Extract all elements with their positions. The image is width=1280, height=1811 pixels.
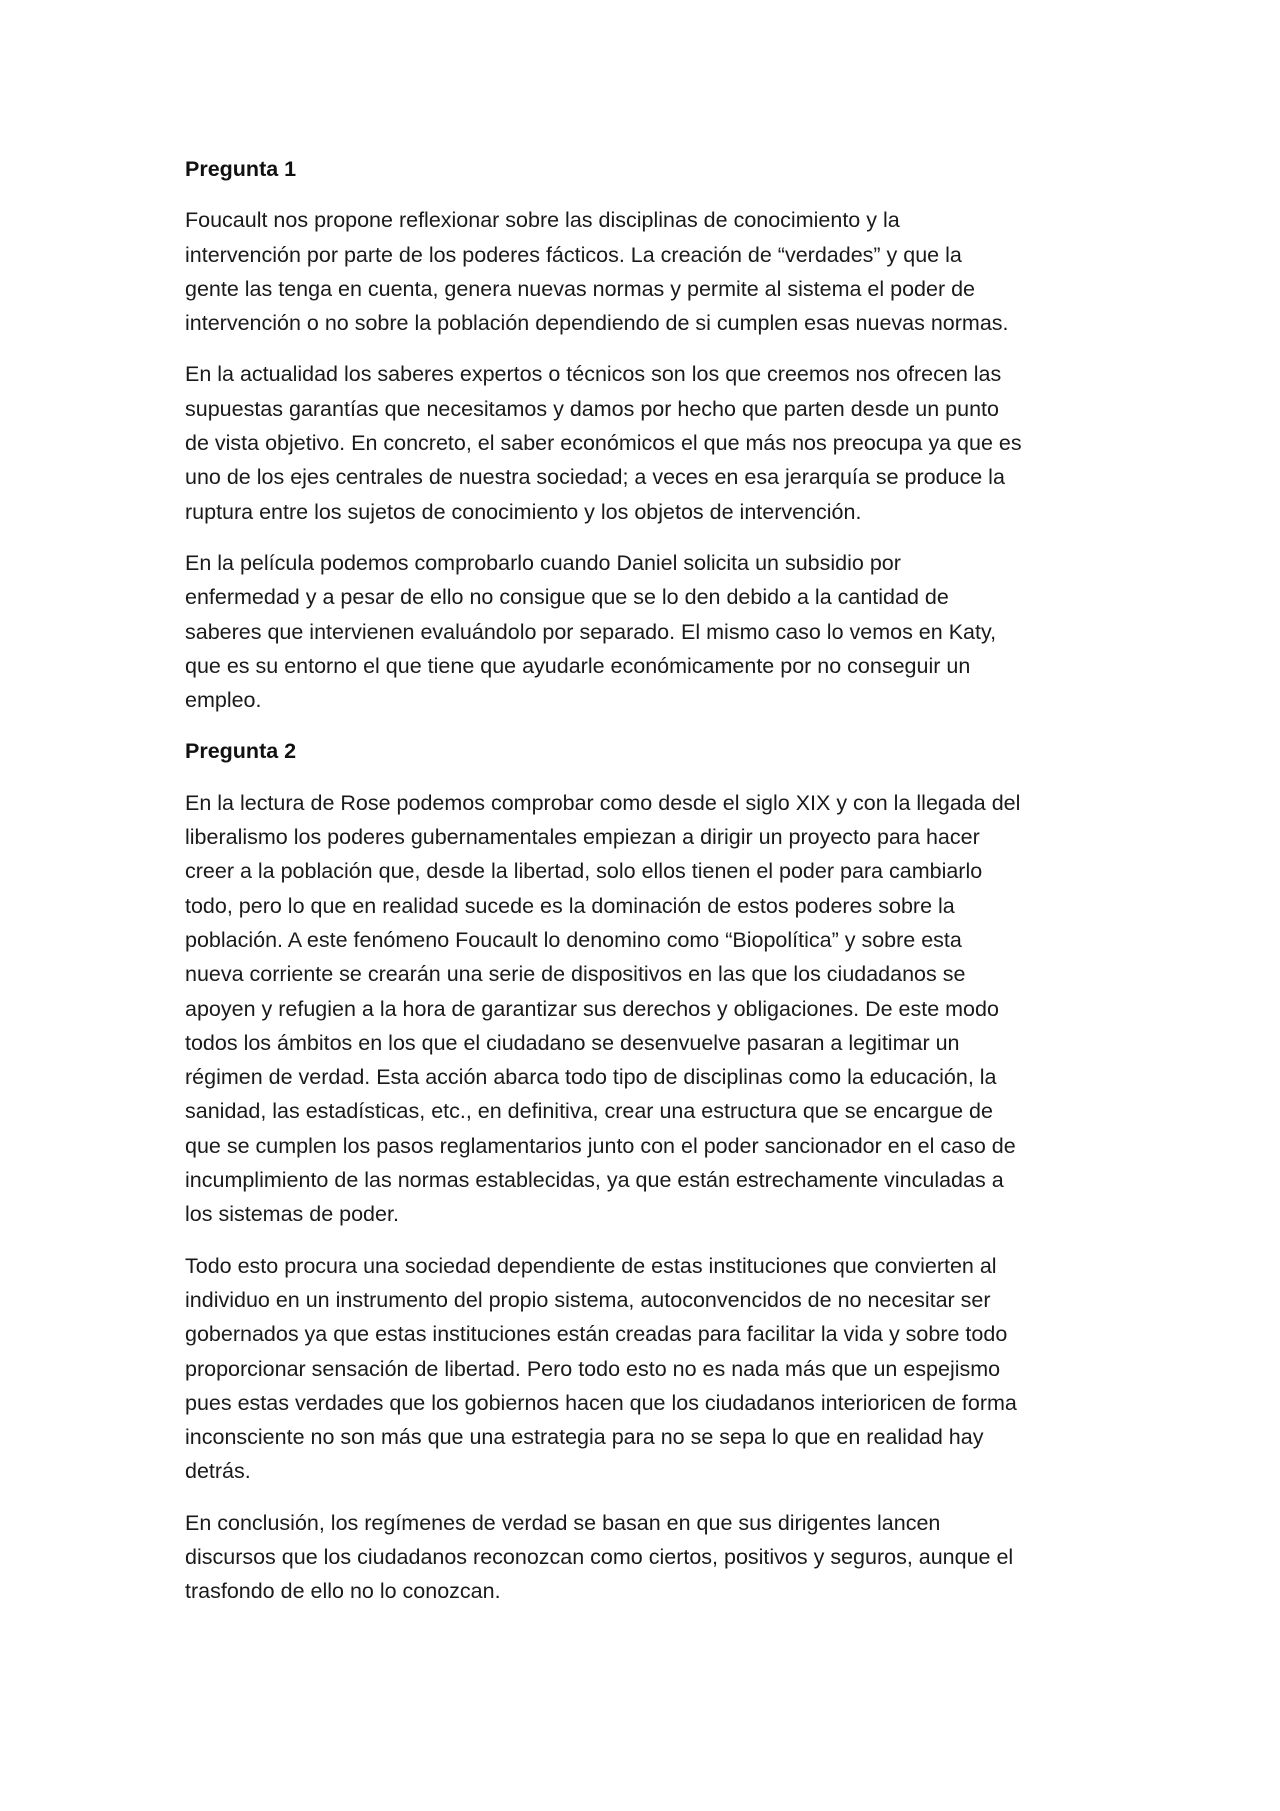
text-line: intervención o no sobre la población dependiendo de si cumplen esas nuevas normas. <box>185 311 1009 336</box>
text-line: En la película podemos comprobarlo cuando Daniel solicita un subsidio por <box>185 550 901 575</box>
text-line: individuo en un instrumento del propio sistema, autoconvencidos de no necesitar ser <box>185 1287 991 1312</box>
text-line: En la lectura de Rose podemos comprobar como desde el siglo XIX y con la llegada del <box>185 790 1021 815</box>
text-line: régimen de verdad. Esta acción abarca todo tipo de disciplinas como la educación, la <box>185 1065 997 1090</box>
section-heading: Pregunta 2 <box>185 739 297 764</box>
text-line: Todo esto procura una sociedad dependiente de estas instituciones que convierten al <box>185 1253 997 1278</box>
paragraph <box>185 203 1105 340</box>
text-line: ruptura entre los sujetos de conocimiento y los objetos de intervención. <box>185 499 862 524</box>
text-line: detrás. <box>185 1459 251 1484</box>
text-line: Foucault nos propone reflexionar sobre las disciplinas de conocimiento y la <box>185 208 900 233</box>
text-line: empleo. <box>185 688 262 713</box>
text-line: intervención por parte de los poderes fácticos. La creación de “verdades” y que la <box>185 242 962 267</box>
text-line: que es su entorno el que tiene que ayudarle económicamente por no conseguir un <box>185 653 971 678</box>
text-line: sanidad, las estadísticas, etc., en definitiva, crear una estructura que se encargue de <box>185 1099 993 1124</box>
text-line: nueva corriente se crearán una serie de dispositivos en las que los ciudadanos se <box>185 962 966 987</box>
paragraph <box>185 546 1105 717</box>
text-line: los sistemas de poder. <box>185 1202 399 1227</box>
section-heading: Pregunta 1 <box>185 157 297 181</box>
text-line: liberalismo los poderes gubernamentales empiezan a dirigir un proyecto para hacer <box>185 825 980 850</box>
text-line: todo, pero lo que en realidad sucede es la dominación de estos poderes sobre la <box>185 893 955 918</box>
text-line: En la actualidad los saberes expertos o técnicos son los que creemos nos ofrecen las <box>185 362 1002 387</box>
text-line: inconsciente no son más que una estrategia para no se sepa lo que en realidad hay <box>185 1425 984 1450</box>
text-line: que se cumplen los pasos reglamentarios junto con el poder sancionador en el caso de <box>185 1133 1016 1158</box>
text-line: uno de los ejes centrales de nuestra sociedad; a veces en esa jerarquía se produce la <box>185 465 1005 490</box>
paragraph <box>185 1506 1105 1609</box>
text-line: enfermedad y a pesar de ello no consigue que se lo den debido a la cantidad de <box>185 585 949 610</box>
text-line: población. A este fenómeno Foucault lo denomino como “Biopolítica” y sobre esta <box>185 927 962 952</box>
text-line: gobernados ya que estas instituciones están creadas para facilitar la vida y sobre todo <box>185 1322 1008 1347</box>
text-line: discursos que los ciudadanos reconozcan como ciertos, positivos y seguros, aunque el <box>185 1544 1014 1569</box>
text-line: gente las tenga en cuenta, genera nuevas normas y permite al sistema el poder de <box>185 276 976 301</box>
text-line: todos los ámbitos en los que el ciudadano se desenvuelve pasaran a legitimar un <box>185 1030 960 1055</box>
text-line: supuestas garantías que necesitamos y damos por hecho que parten desde un punto <box>185 396 999 421</box>
paragraph <box>185 357 1105 528</box>
text-line: creer a la población que, desde la libertad, solo ellos tienen el poder para cambiarlo <box>185 859 983 884</box>
text-line: En conclusión, los regímenes de verdad se basan en que sus dirigentes lancen <box>185 1510 941 1535</box>
text-line: saberes que intervienen evaluándolo por separado. El mismo caso lo vemos en Katy, <box>185 619 997 644</box>
paragraph <box>185 1249 1105 1489</box>
text-line: pues estas verdades que los gobiernos hacen que los ciudadanos interioricen de forma <box>185 1390 1017 1415</box>
paragraph <box>185 786 1105 1232</box>
text-line: de vista objetivo. En concreto, el saber económicos el que más nos preocupa ya que es <box>185 431 1022 456</box>
text-line: incumplimiento de las normas establecidas, ya que están estrechamente vinculadas a <box>185 1168 1004 1193</box>
document-body <box>185 152 1105 1626</box>
text-line: trasfondo de ello no lo conozcan. <box>185 1579 501 1604</box>
text-line: apoyen y refugien a la hora de garantizar sus derechos y obligaciones. De este modo <box>185 996 999 1021</box>
text-line: proporcionar sensación de libertad. Pero todo esto no es nada más que un espejismo <box>185 1356 1001 1381</box>
